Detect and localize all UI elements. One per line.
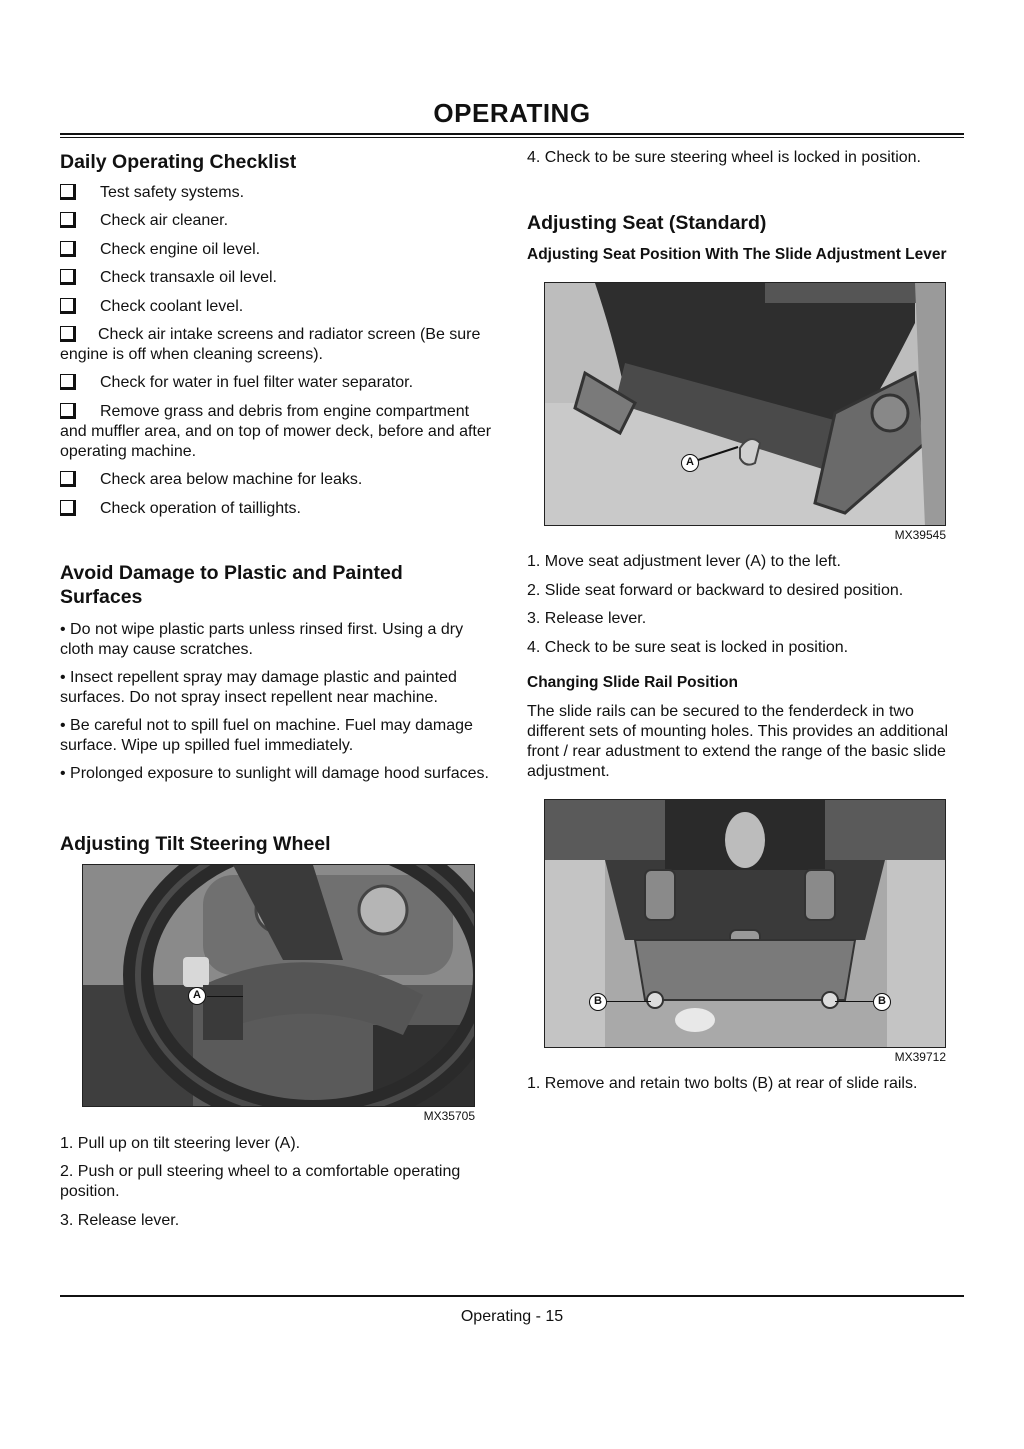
step: 2. Slide seat forward or backward to desired position. <box>527 581 904 599</box>
callout-b-right: B <box>873 993 891 1011</box>
checklist-item: Remove grass and debris from engine compartment and muffler area, and on top of mower deck, before and after operating machine. <box>60 402 492 460</box>
steering-wheel-illustration <box>83 865 475 1107</box>
page-title: OPERATING <box>433 98 591 128</box>
rail-steps <box>527 1074 964 1094</box>
checkbox-icon <box>60 212 76 228</box>
slide-rail-illustration <box>545 800 946 1048</box>
bullet-item: • Be careful not to spill fuel on machine. Fuel may damage surface. Wipe up spilled fuel immediately. <box>60 716 473 754</box>
checklist-item: Test safety systems. <box>60 183 496 203</box>
tilt-steering-steps <box>60 1134 496 1231</box>
step: 3. Release lever. <box>527 610 647 627</box>
callout-leader-line <box>607 1001 651 1003</box>
header-rule <box>60 133 964 135</box>
step: 4. Check to be sure steering wheel is locked in position. <box>527 149 921 166</box>
rail-title: Changing Slide Rail Position <box>527 673 738 691</box>
seat-lever-photo <box>544 282 946 526</box>
seat-lever-figure <box>544 282 946 542</box>
steering-wheel-photo <box>82 864 475 1107</box>
checkbox-icon <box>60 241 76 257</box>
checklist-item: Check transaxle oil level. <box>60 268 496 288</box>
checklist-title: Daily Operating Checklist <box>60 151 297 173</box>
checkbox-icon <box>60 374 76 390</box>
checkbox-icon <box>60 500 76 516</box>
step: 4. Check to be sure seat is locked in position. <box>527 638 849 656</box>
callout-b-left: B <box>589 993 607 1011</box>
checklist-item: Check area below machine for leaks. <box>60 470 496 490</box>
callout-leader-line <box>207 996 243 998</box>
seat-steps <box>527 552 964 658</box>
checklist-item: Check for water in fuel filter water separator. <box>60 373 496 393</box>
bullet-item: • Insect repellent spray may damage plastic and painted surfaces. Do not spray insect repellent near machine. <box>60 668 457 706</box>
callout-leader-line <box>835 1001 873 1003</box>
header-rule-thin <box>60 137 964 138</box>
checklist-item: Check air cleaner. <box>60 211 496 231</box>
avoid-damage-list <box>60 620 496 784</box>
step: 1. Pull up on tilt steering lever (A). <box>60 1134 301 1152</box>
left-column <box>60 150 496 1239</box>
checklist-item: Check coolant level. <box>60 297 496 317</box>
step: 1. Move seat adjustment lever (A) to the left. <box>527 553 841 570</box>
steering-figure <box>82 864 475 1123</box>
avoid-damage-title: Avoid Damage to Plastic and Painted Surfaces <box>60 561 403 608</box>
callout-a: A <box>188 987 206 1005</box>
bullet-item: • Prolonged exposure to sunlight will damage hood surfaces. <box>60 764 489 782</box>
tilt-steering-title: Adjusting Tilt Steering Wheel <box>60 832 331 855</box>
checkbox-icon <box>60 298 76 314</box>
seat-lever-illustration <box>545 283 946 526</box>
step: 2. Push or pull steering wheel to a comfortable operating position. <box>60 1163 461 1201</box>
checkbox-icon <box>60 326 76 342</box>
checklist-item: Check air intake screens and radiator screen (Be sure engine is off when cleaning screens). <box>60 325 481 363</box>
checklist <box>60 183 496 519</box>
footer-rule <box>60 1295 964 1297</box>
figure-code: MX35705 <box>423 1108 475 1123</box>
rail-text: The slide rails can be secured to the fenderdeck in two different sets of mounting holes. This provides an additional front / rear adustment to extend the range of the basic slide adjustment. <box>527 702 948 780</box>
slide-lever-title: Adjusting Seat Position With The Slide Adjustment Lever <box>527 246 947 263</box>
checklist-item: Check engine oil level. <box>60 240 496 260</box>
figure-code: MX39545 <box>894 528 946 542</box>
checkbox-icon <box>60 403 76 419</box>
slide-rail-figure <box>544 799 946 1064</box>
checkbox-icon <box>60 184 76 200</box>
slide-rail-photo <box>544 799 946 1048</box>
checkbox-icon <box>60 269 76 285</box>
adjusting-seat-title: Adjusting Seat (Standard) <box>527 212 767 234</box>
checklist-item: Check operation of taillights. <box>60 499 496 519</box>
bullet-item: • Do not wipe plastic parts unless rinsed first. Using a dry cloth may cause scratches. <box>60 620 464 658</box>
checkbox-icon <box>60 471 76 487</box>
step: 1. Remove and retain two bolts (B) at rear of slide rails. <box>527 1074 918 1092</box>
figure-code: MX39712 <box>894 1049 946 1064</box>
callout-a: A <box>681 454 699 472</box>
page-footer: Operating - 15 <box>460 1308 564 1325</box>
right-column <box>527 148 964 1102</box>
step: 3. Release lever. <box>60 1211 180 1229</box>
